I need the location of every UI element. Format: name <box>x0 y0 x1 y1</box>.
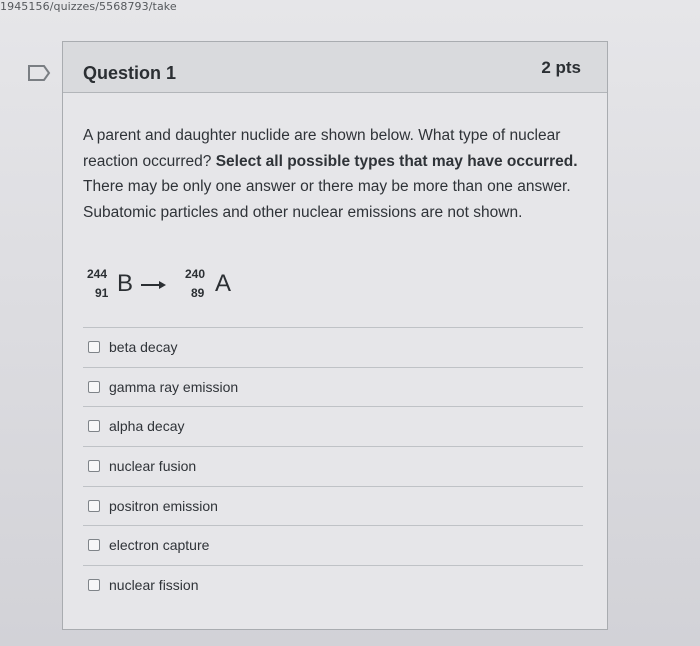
answer-checkbox[interactable] <box>88 381 100 393</box>
prompt-text-start: A parent and daughter nuclide are shown below. What type of nuclear reaction occurred? <box>83 127 561 170</box>
question-card <box>62 41 608 630</box>
parent-symbol: B <box>117 270 134 297</box>
question-header <box>63 42 607 93</box>
answer-label[interactable]: alpha decay <box>109 418 185 435</box>
answer-option[interactable] <box>83 446 583 486</box>
daughter-nuclide <box>185 266 235 306</box>
parent-nuclide <box>87 266 133 306</box>
answer-label[interactable]: positron emission <box>109 497 218 514</box>
answer-checkbox[interactable] <box>88 500 100 512</box>
answer-label[interactable]: gamma ray emission <box>109 378 239 395</box>
answer-option[interactable] <box>83 406 583 446</box>
answer-option[interactable] <box>83 525 583 565</box>
answer-option[interactable] <box>83 565 583 605</box>
parent-mass-number: 244 <box>87 267 108 281</box>
daughter-atomic-number: 89 <box>191 286 205 300</box>
parent-atomic-number: 91 <box>95 286 109 300</box>
answer-option[interactable] <box>83 367 583 407</box>
answer-checkbox[interactable] <box>88 341 100 353</box>
flag-question-icon[interactable] <box>27 64 51 82</box>
answer-checkbox[interactable] <box>88 579 100 591</box>
answer-checkbox[interactable] <box>88 460 100 472</box>
question-title: Question 1 <box>83 63 177 83</box>
prompt-text-bold: Select all possible types that may have occurred. <box>215 152 578 170</box>
daughter-mass-number: 240 <box>185 267 206 281</box>
answer-checkbox[interactable] <box>88 420 100 432</box>
question-prompt <box>83 123 588 225</box>
answer-list <box>83 327 583 605</box>
question-points: 2 pts <box>541 58 581 77</box>
arrow-right-icon <box>139 280 167 290</box>
answer-label[interactable]: nuclear fusion <box>109 458 197 475</box>
answer-option[interactable] <box>83 327 583 367</box>
answer-checkbox[interactable] <box>88 539 100 551</box>
answer-label[interactable]: beta decay <box>109 339 178 355</box>
daughter-symbol: A <box>215 270 232 297</box>
answer-label[interactable]: nuclear fission <box>109 577 199 594</box>
url-bar-text: 1945156/quizzes/5568793/take <box>0 0 177 13</box>
answer-option[interactable] <box>83 486 583 526</box>
prompt-text-end: There may be only one answer or there may be more than one answer. Subatomic particles and other nuclear emissions are not shown. <box>83 178 571 221</box>
answer-label[interactable]: electron capture <box>109 537 210 554</box>
